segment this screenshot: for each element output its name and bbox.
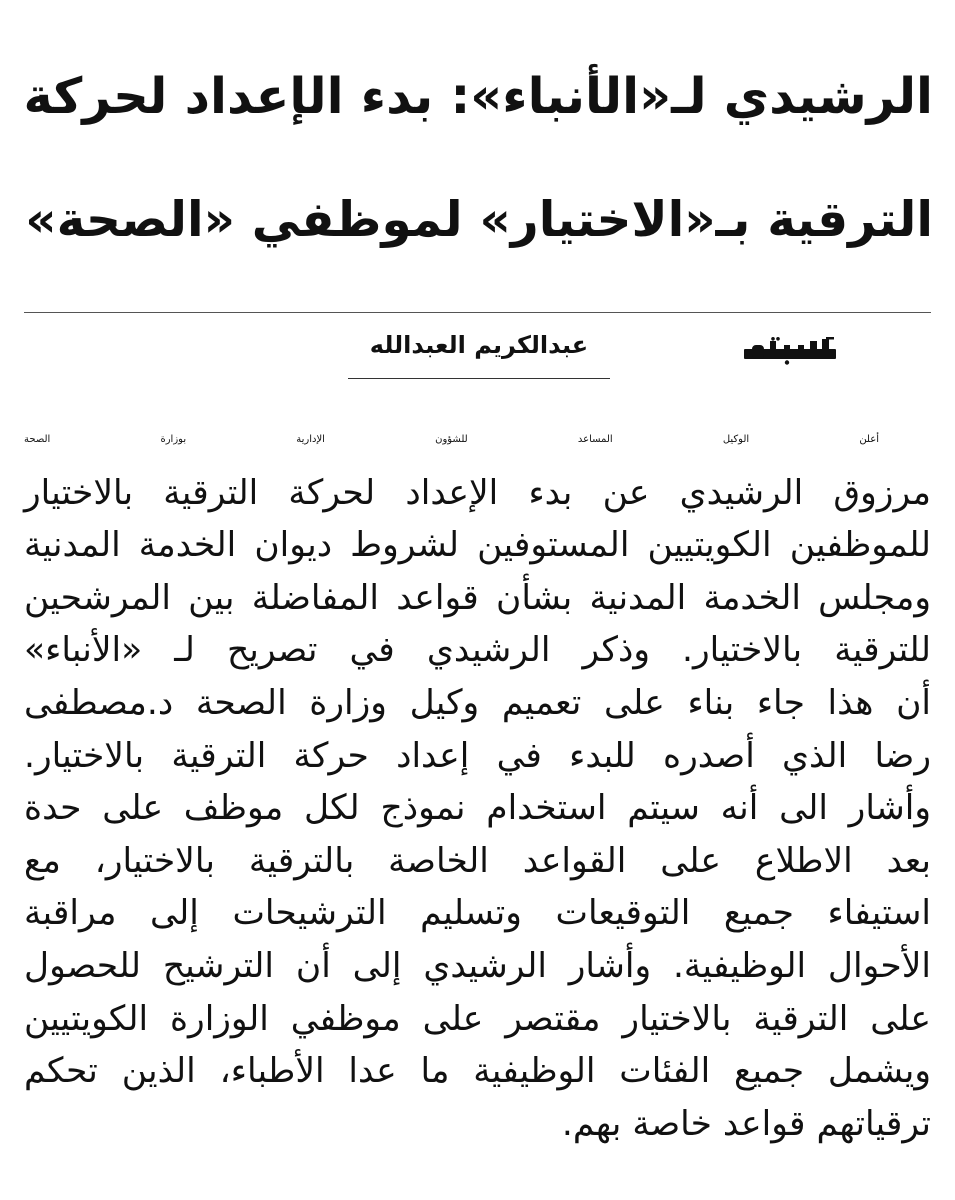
- alanba-logo-icon: [740, 337, 840, 367]
- headline-line-1: الرشيدي لـ«الأنباء»: بدء الإعداد لحركة: [23, 67, 933, 125]
- article-body: [24, 414, 931, 1150]
- publication-logo: [738, 336, 842, 368]
- body-line: أعلن الوكيل المساعد للشؤون الإدارية بوزارة الصحة: [24, 434, 879, 445]
- author-byline: عبدالكريم العبدالله: [348, 326, 610, 379]
- body-line: على الترقية بالاختيار مقتصر على موظفي الوزارة الكويتيين: [24, 998, 931, 1039]
- body-line: الأحوال الوظيفية. وأشار الرشيدي إلى أن الترشيح للحصول: [24, 945, 931, 986]
- body-line: للموظفين الكويتيين المستوفين لشروط ديوان الخدمة المدنية: [24, 525, 931, 566]
- header-divider: [24, 312, 931, 313]
- body-line: ترقياتهم قواعد خاصة بهم.: [561, 1103, 931, 1144]
- body-line: ومجلس الخدمة المدنية بشأن قواعد المفاضلة بين المرشحين: [24, 577, 931, 618]
- body-line: أن هذا جاء بناء على تعميم وكيل وزارة الصحة د.مصطفى: [24, 682, 931, 723]
- headline: [22, 34, 933, 282]
- body-line: رضا الذي أصدره للبدء في إعداد حركة الترقية بالاختيار.: [24, 735, 931, 776]
- body-line: وأشار الى أنه سيتم استخدام نموذج لكل موظف على حدة: [24, 788, 931, 829]
- body-line: ويشمل جميع الفئات الوظيفية ما عدا الأطباء، الذين تحكم: [24, 1051, 931, 1092]
- body-line: بعد الاطلاع على القواعد الخاصة بالترقية بالاختيار، مع: [24, 840, 931, 881]
- headline-line-2: الترقية بـ«الاختيار» لموظفي «الصحة»: [25, 192, 933, 248]
- body-line: مرزوق الرشيدي عن بدء الإعداد لحركة الترقية بالاختيار: [24, 472, 931, 513]
- body-line: للترقية بالاختيار. وذكر الرشيدي في تصريح لـ «الأنباء»: [24, 630, 931, 671]
- body-line: استيفاء جميع التوقيعات وتسليم الترشيحات إلى مراقبة: [24, 893, 931, 934]
